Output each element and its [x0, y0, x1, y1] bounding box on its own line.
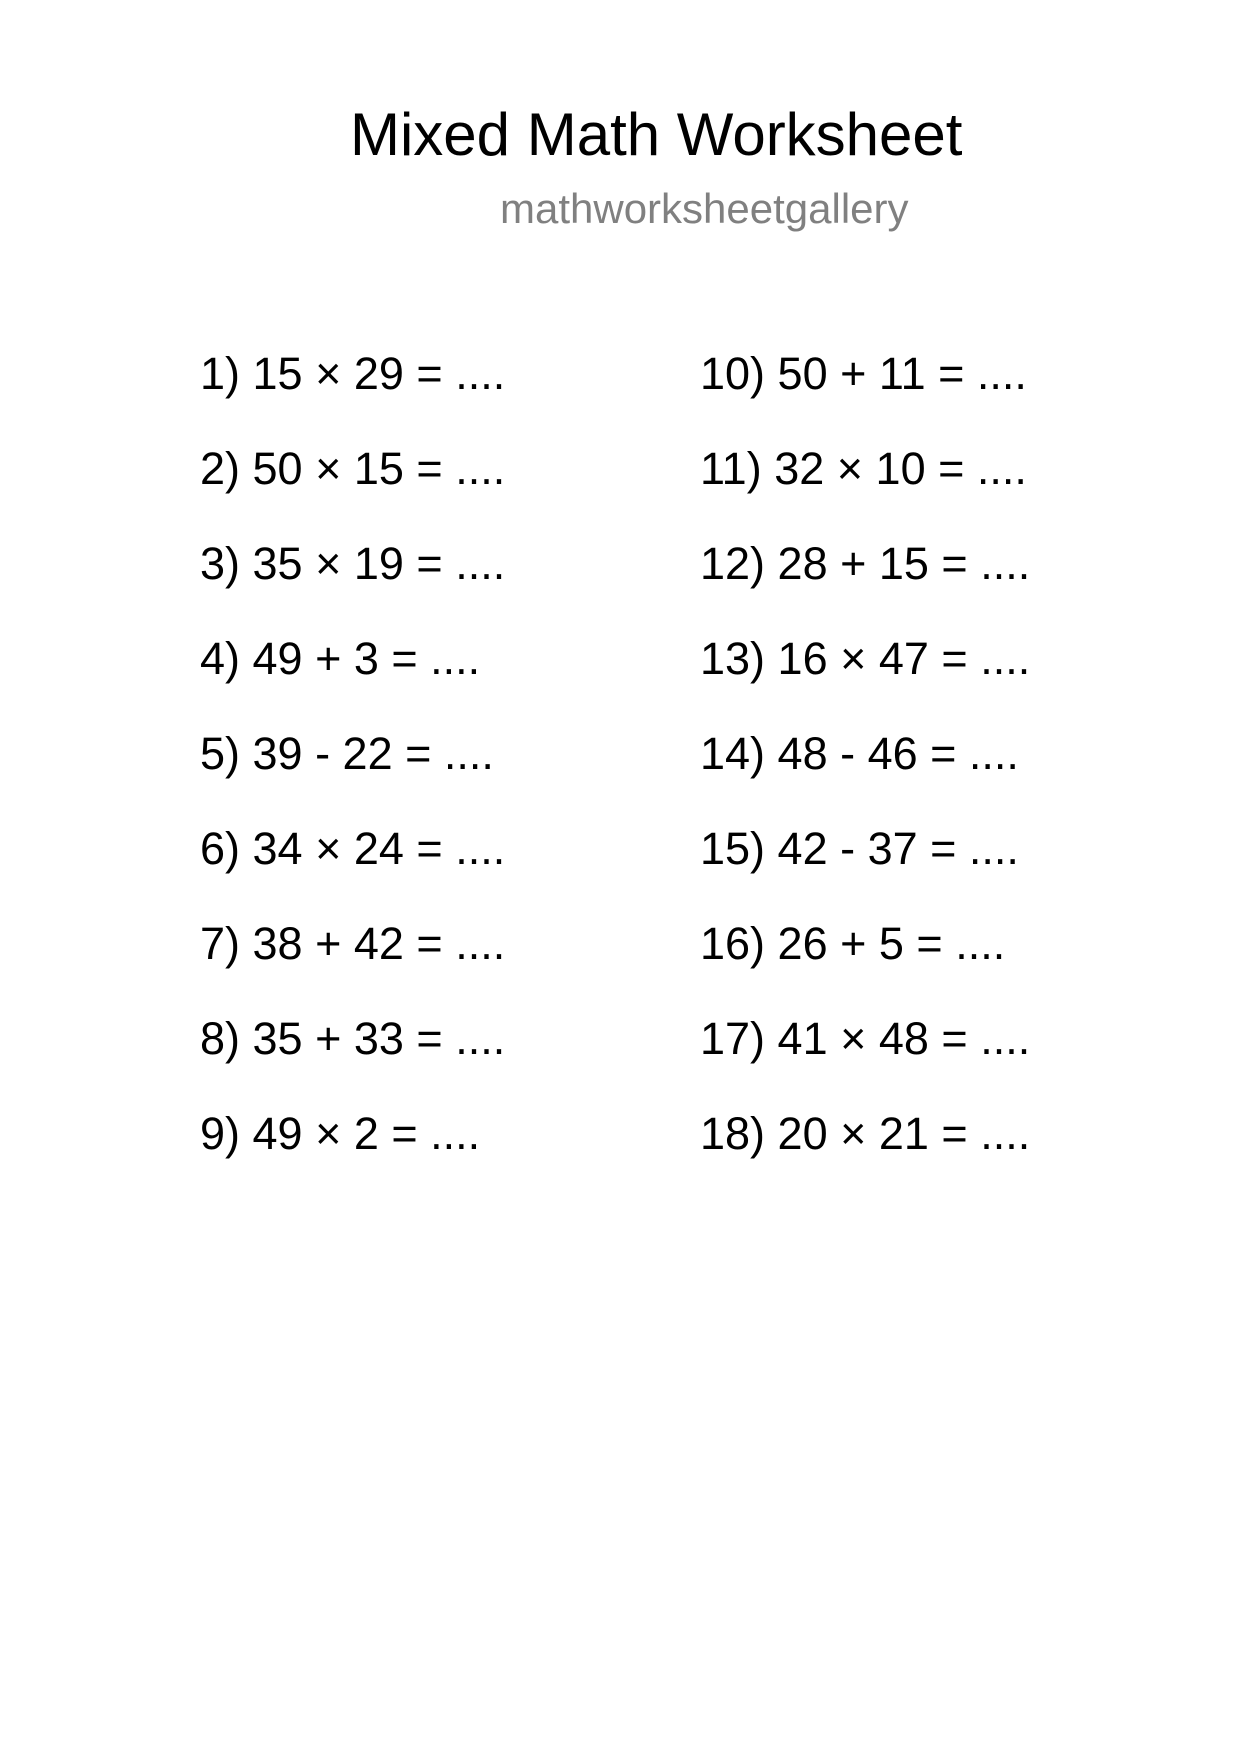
problem-12: 12) 28 + 15 = .... [700, 538, 1031, 589]
problem-4: 4) 49 + 3 = .... [200, 633, 481, 684]
problem-17: 17) 41 × 48 = .... [700, 1013, 1031, 1064]
problem-11: 11) 32 × 10 = .... [700, 443, 1027, 494]
problem-2: 2) 50 × 15 = .... [200, 443, 506, 494]
problem-8: 8) 35 + 33 = .... [200, 1013, 506, 1064]
page-subtitle: mathworksheetgallery [500, 185, 909, 232]
page-title: Mixed Math Worksheet [350, 101, 963, 168]
problem-9: 9) 49 × 2 = .... [200, 1108, 481, 1159]
problem-1: 1) 15 × 29 = .... [200, 348, 506, 399]
problem-6: 6) 34 × 24 = .... [200, 823, 506, 874]
problem-14: 14) 48 - 46 = .... [700, 728, 1019, 779]
problem-13: 13) 16 × 47 = .... [700, 633, 1031, 684]
problem-column-left [200, 346, 670, 1201]
problem-column-right [700, 346, 1170, 1201]
problem-3: 3) 35 × 19 = .... [200, 538, 506, 589]
problem-15: 15) 42 - 37 = .... [700, 823, 1019, 874]
problem-18: 18) 20 × 21 = .... [700, 1108, 1031, 1159]
problem-7: 7) 38 + 42 = .... [200, 918, 506, 969]
problem-10: 10) 50 + 11 = .... [700, 348, 1027, 399]
problem-16: 16) 26 + 5 = .... [700, 918, 1006, 969]
problem-5: 5) 39 - 22 = .... [200, 728, 494, 779]
